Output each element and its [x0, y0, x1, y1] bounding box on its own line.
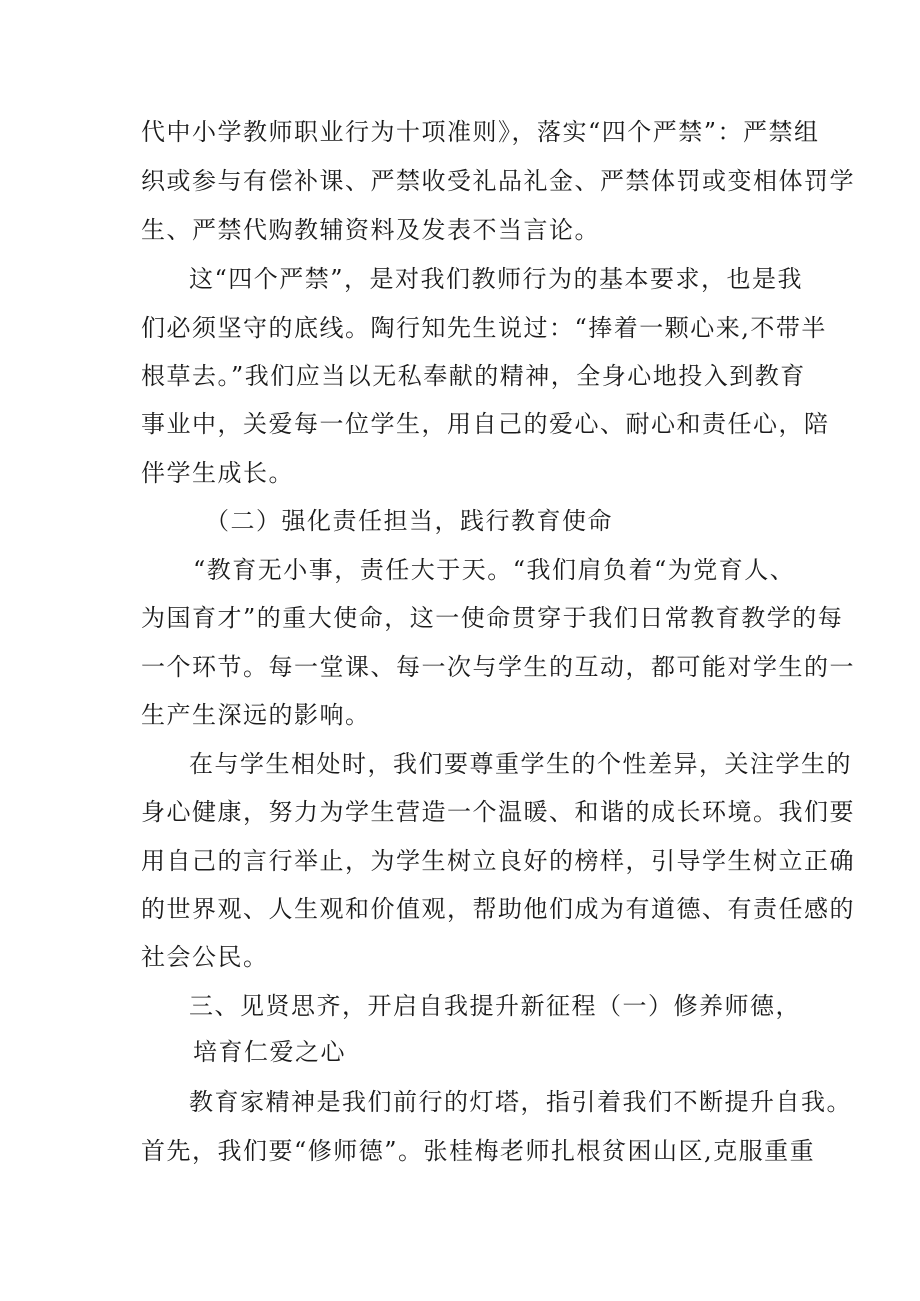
- paragraph-first-line: “教育无小事，责任大于天。“我们肩负着“为党育人、: [193, 556, 796, 584]
- text-line: 身心健康，努力为学生营造一个温暖、和谐的成长环境。我们要: [141, 798, 855, 826]
- text-line: 代中小学教师职业行为十项准则》，落实“四个严禁”：严禁组: [141, 118, 820, 146]
- text-line: 织或参与有偿补课、严禁收受礼品礼金、严禁体罚或变相体罚学: [141, 167, 855, 195]
- section-heading: （二）强化责任担当，践行教育使命: [205, 507, 613, 535]
- paragraph-first-line: 教育家精神是我们前行的灯塔，指引着我们不断提升自我。: [189, 1088, 852, 1116]
- paragraph-first-line: 这“四个严禁”，是对我们教师行为的基本要求，也是我: [189, 265, 804, 293]
- text-line: 社会公民。: [141, 943, 269, 971]
- text-line: 生产生深远的影响。: [141, 701, 371, 729]
- text-line: 首先，我们要“修师德”。张桂梅老师扎根贫困山区,克服重重: [141, 1137, 816, 1165]
- text-line: 一个环节。每一堂课、每一次与学生的互动，都可能对学生的一: [141, 653, 855, 681]
- text-line: 伴学生成长。: [141, 459, 294, 487]
- text-line: 的世界观、人生观和价值观，帮助他们成为有道德、有责任感的: [141, 895, 855, 923]
- text-line: 用自己的言行举止，为学生树立良好的榜样，引导学生树立正确: [141, 847, 855, 875]
- paragraph-first-line: 在与学生相处时，我们要尊重学生的个性差异，关注学生的: [189, 750, 852, 778]
- text-line: 生、严禁代购教辅资料及发表不当言论。: [141, 216, 600, 244]
- text-line: 根草去。”我们应当以无私奉献的精神，全身心地投入到教育: [141, 362, 806, 390]
- text-line: 事业中，关爱每一位学生，用自己的爱心、耐心和责任心，陪: [141, 410, 830, 438]
- text-line: 为国育才”的重大使命，这一使命贯穿于我们日常教育教学的每: [141, 604, 844, 632]
- text-line: 们必须坚守的底线。陶行知先生说过：“捧着一颗心来,不带半: [141, 314, 827, 342]
- section-heading-continued: 培育仁爱之心: [193, 1038, 346, 1066]
- section-heading: 三、见贤思齐，开启自我提升新征程（一）修养师德，: [189, 992, 801, 1020]
